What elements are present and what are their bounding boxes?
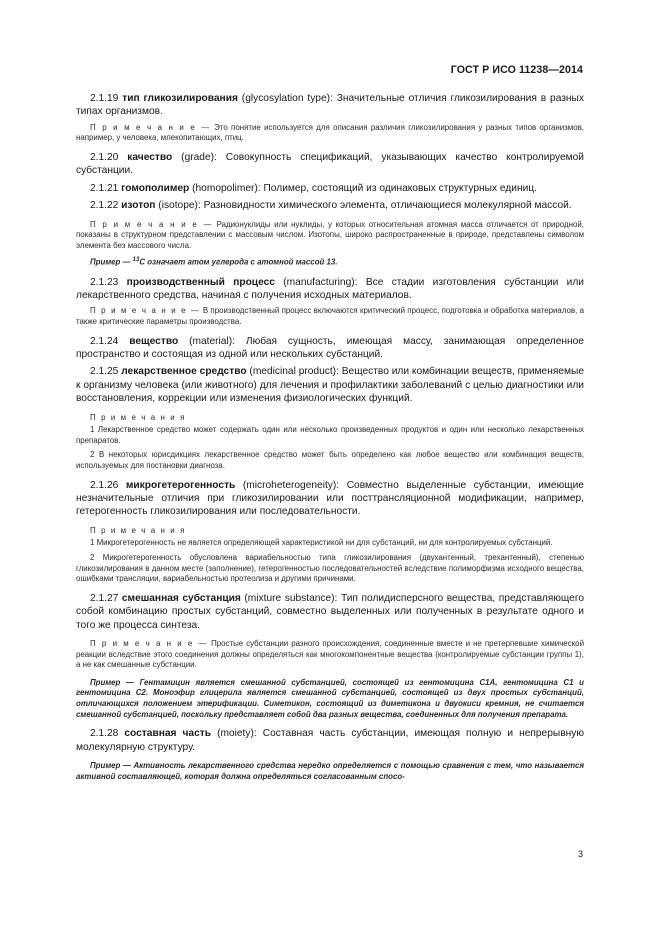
term-name: тип гликозилирования bbox=[122, 93, 238, 104]
example-label: Пример — bbox=[90, 761, 131, 770]
term-2-1-23 bbox=[76, 276, 584, 303]
term-number: 2.1.24 bbox=[90, 335, 119, 347]
term-number: 2.1.19 bbox=[90, 93, 119, 104]
note-text: В производственный процесс включаются критический процесс, подготовка и обработка материалов, а также критические параметры производства. bbox=[76, 306, 584, 327]
term-english: (medicinal product): bbox=[249, 366, 339, 378]
term-number: 2.1.21 bbox=[90, 182, 119, 194]
term-english: (moiety): bbox=[217, 728, 257, 740]
term-2-1-21 bbox=[76, 182, 584, 195]
notes-heading: П р и м е ч а н и я bbox=[90, 412, 186, 422]
term-number: 2.1.26 bbox=[90, 479, 119, 491]
example-2-1-22 bbox=[76, 255, 584, 268]
term-name: микрогетерогенность bbox=[125, 479, 236, 491]
note-text: Радионуклиды или нуклиды, у которых относительная атомная масса отличается от природной, показаны в структурном представлении с массовым числом. Изотопы, широко распространенные в природе, представлены символом элемента без массового числа. bbox=[76, 219, 584, 250]
term-number: 2.1.23 bbox=[90, 276, 119, 288]
term-definition: Совокупность спецификаций, указывающих качество контролируемой субстанции. bbox=[76, 152, 585, 177]
note-item: 1 Микрогетерогенность не является определяющей характеристикой ни для субстанций, ни для контролируемых субстанций. bbox=[90, 538, 553, 548]
term-definition: Тип полидисперсного вещества, представляющего собой комбинацию простых субстанций, совместно выделенных или полученных в результате одного и того же процесса синтеза. bbox=[76, 592, 585, 631]
term-name: вещество bbox=[129, 335, 179, 347]
term-definition: Любая сущность, имеющая массу, занимающая определенное пространство и состоящая из одной или нескольких субстанций. bbox=[76, 335, 584, 361]
note-label: П р и м е ч а н и е — bbox=[90, 219, 214, 229]
term-definition: Вещество или комбинации веществ, применяемые к организму человека (или животного) для лечения и профилактики заболеваний с целью диагностики или восстановления, коррекции или изменения физиологических функций. bbox=[76, 366, 584, 405]
term-2-1-20 bbox=[76, 151, 584, 178]
term-2-1-24 bbox=[76, 335, 584, 362]
term-definition: Полимер, состоящий из одинаковых структурных единиц. bbox=[263, 182, 537, 194]
note-label: П р и м е ч а н и е — bbox=[90, 306, 201, 316]
term-name: качество bbox=[127, 152, 173, 163]
term-number: 2.1.22 bbox=[90, 200, 119, 212]
term-definition: Разновидности химического элемента, отличающиеся молекулярной массой. bbox=[203, 200, 572, 212]
term-2-1-25 bbox=[76, 365, 584, 405]
note-item: 2 В некоторых юрисдикциях лекарственное средство может быть определено как любое вещество или комбинация веществ, используемых для постановки диагноза. bbox=[76, 450, 584, 471]
term-name: лекарственное средство bbox=[121, 366, 247, 378]
term-name: производственный процесс bbox=[126, 276, 275, 288]
note-item: 1 Лекарственное средство может содержать один или несколько произведенных продуктов и один или несколько лекарственных препаратов. bbox=[76, 425, 584, 445]
note-2-1-27 bbox=[76, 639, 584, 671]
term-english: (isotope): bbox=[158, 200, 201, 212]
note-2-1-22 bbox=[76, 220, 584, 252]
example-label: Пример — bbox=[90, 258, 131, 268]
note-2-1-23 bbox=[76, 306, 584, 327]
term-english: (mixture substance): bbox=[244, 592, 338, 604]
term-2-1-22 bbox=[76, 199, 584, 212]
term-definition: Значительные отличия гликозилирования в разных типах организмов. bbox=[76, 93, 584, 118]
note-label: П р и м е ч а н и е — bbox=[90, 122, 211, 132]
term-number: 2.1.27 bbox=[90, 592, 119, 604]
example-2-1-28 bbox=[76, 761, 584, 782]
term-name: смешанная субстанция bbox=[121, 592, 241, 604]
term-english: (manufacturing): bbox=[283, 276, 358, 288]
document-body bbox=[76, 92, 584, 786]
note-item: 2 Микрогетерогенность обусловлена вариабельностью типа гликозилирования (двухантенный, трехантенный), степенью гликозилирования в данном месте (заполнение), гетерогенностью последовательностей вследствие полиморфизма исходного вещества, ошибками трансляции, вариабельностью протеолиза и другими причинами. bbox=[76, 553, 584, 584]
note-2-1-19 bbox=[76, 123, 584, 144]
page-number: 3 bbox=[577, 849, 583, 859]
term-name: гомополимер bbox=[121, 182, 190, 194]
term-english: (microheterogeneity): bbox=[242, 479, 340, 491]
note-text: Простые субстанции разного происхождения, соединенные вместе и не претерпевшие химической реакции вследствие этого соединения должны определяться как многокомпонентные вещества (контролируемые субстанции группы 1), а не как смешанные субстанции. bbox=[76, 639, 584, 670]
example-text: Активность лекарственного средства нередко определяется с помощью сравнения с тем, что называется активной составляющей, которая должна определяться согласованным спосо- bbox=[76, 761, 584, 781]
term-2-1-26 bbox=[76, 479, 584, 519]
term-definition: Составная часть субстанции, имеющая полную и непрерывную молекулярную структуру. bbox=[76, 728, 584, 753]
mass-number: 13 bbox=[132, 257, 140, 264]
term-english: (grade): bbox=[181, 152, 217, 163]
term-2-1-27 bbox=[76, 592, 584, 632]
example-text: С означает атом углерода с атомной массой 13. bbox=[139, 258, 338, 268]
term-english: (glycosylation type): bbox=[241, 93, 333, 104]
term-number: 2.1.25 bbox=[90, 366, 119, 378]
term-number: 2.1.28 bbox=[90, 728, 119, 740]
example-2-1-27 bbox=[76, 678, 584, 720]
notes-heading: П р и м е ч а н и я bbox=[90, 525, 186, 535]
standard-header: ГОСТ Р ИСО 11238—2014 bbox=[450, 64, 583, 76]
term-definition: Совместно выделенные субстанции, имеющие незначительные отличия при гликозилировании или посттрансляционной модификации, например, гетерогенность гликозилирования или последовательности. bbox=[76, 479, 584, 518]
example-label: Пример — bbox=[90, 677, 134, 687]
term-english: (material): bbox=[189, 335, 235, 347]
term-2-1-19 bbox=[76, 92, 584, 119]
term-definition: Все стадии изготовления субстанции или лекарственного средства, начиная с получения исходных материалов. bbox=[76, 276, 584, 302]
example-text: Гентамицин является смешанной субстанцией, состоящей из гентомицина С1А, гентомицина С1 и гентомицина С2. Моноэфир глицерила является смешанной субстанцией, состоящей из двух простых субстанций, отличающихся положением этерификации. Симетикон, состоящий из диметикона и двуокиси кремния, не считается смешанной субстанцией, поскольку представляет собой два разных вещества, соединенных для получения препарата. bbox=[76, 677, 584, 719]
note-label: П р и м е ч а н и е — bbox=[90, 639, 209, 649]
term-2-1-28 bbox=[76, 727, 584, 754]
note-text: Это понятие используется для описания различия гликозилирования у разных типов организмов, например, у человека, млекопитающих, птиц. bbox=[76, 122, 584, 143]
term-name: изотоп bbox=[121, 200, 156, 212]
term-name: составная часть bbox=[124, 728, 212, 740]
term-number: 2.1.20 bbox=[90, 152, 119, 163]
term-english: (homopolimer): bbox=[192, 182, 261, 194]
